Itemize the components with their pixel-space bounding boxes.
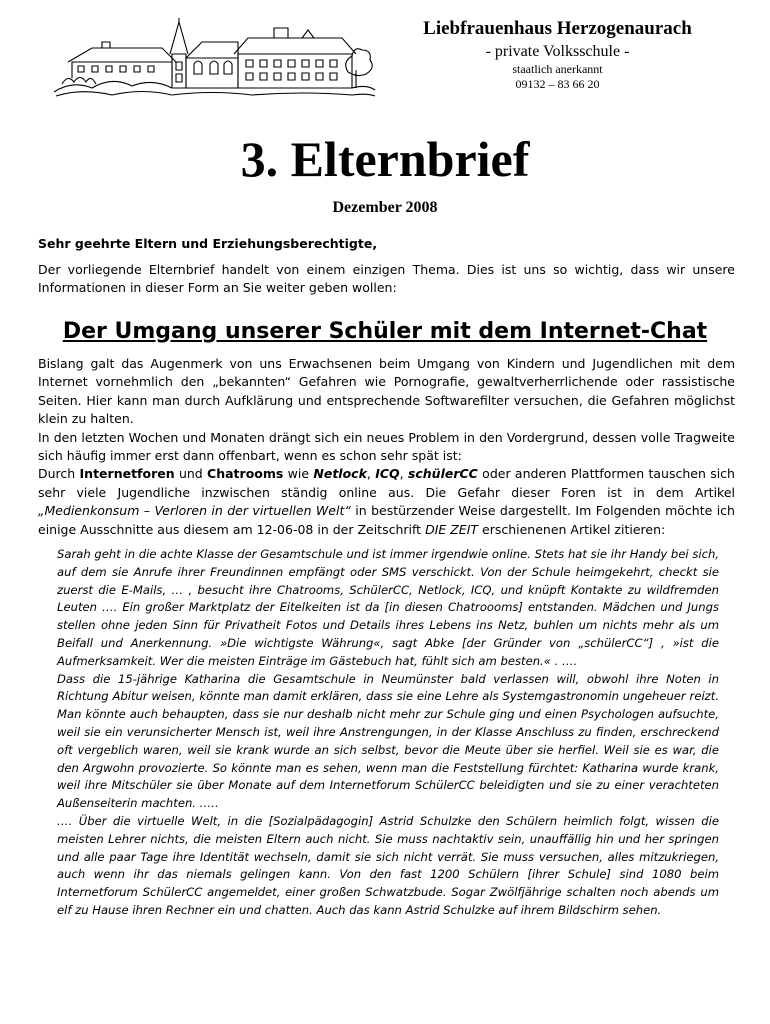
letter-date: Dezember 2008 (332, 199, 438, 216)
school-header (385, 16, 730, 92)
magazine-name: DIE ZEIT (425, 521, 479, 537)
school-recognition: staatlich anerkannt (512, 62, 603, 76)
article-title: „Medienkonsum – Verloren in der virtuellen Welt“ (38, 503, 351, 519)
quote-astrid-schulzke: …. Über die virtuelle Welt, in die [Sozialpädagogin] Astrid Schulzke den Schülern heimlich folgt, wissen die meisten Lehrer nichts, die meisten Eltern auch nicht. Sie muss nachtaktiv sein, unauffällig hin und her springen und alle paar Tage ihre Identität wechseln, damit sie sich nicht verrät. Sie muss versuchen, alles mitzukriegen, auch wenn ihr das niemals gelingen kann. Von den fast 1200 Schülern [ihrer Schule] sind 1080 beim Internetforum SchülerCC angemeldet, einer großen Schwatzbude. Sogar Zwölfjährige schalten noch abends um elf zu Hause ihren Rechner ein und chatten. Auch das kann Astrid Schulzke auf ihrem Bildschirm sehen. (57, 813, 719, 917)
platform-netlock: Netlock (313, 466, 367, 482)
school-name: Liebfrauenhaus Herzogenaurach (423, 18, 692, 39)
school-phone: 09132 – 83 66 20 (515, 77, 600, 91)
quote-katharina: Dass die 15-jährige Katharina die Gesamtschule in Neumünster bald verlassen will, obwohl ihre Noten in Richtung Abitur weisen, könnte man damit erklären, dass sie eine Lehre als Systemgastronomin ungeheuer reizt. Man könnte auch behaupten, dass sie nur deshalb nicht mehr zur Schule ging und einen Psychologen aufsuchte, weil sie ein verunsicherter Mensch ist, weil ihre Anstrengungen, in der Klasse Anschluss zu finden, erschreckend oft vergeblich waren, weil sie krank wurde an sich selbst, bevor die Meute über sie herfiel. Weil sie es war, die den Argwohn provozierte. So könnte man es sehen, wenn man die Feststellung fürchtet: Katharina wurde krank, weil ihre Mitschüler sie über Monate auf dem Internetforum SchülerCC beleidigten und sie zu einer verachteten Außenseiterin machten. ….. (57, 671, 719, 811)
term-internetforen: Internetforen (79, 466, 175, 482)
body-paragraph-3: Durch Internetforen und Chatrooms wie Netlock, ICQ, schülerCC oder anderen Plattformen tauschen sich sehr viele Jugendliche inzwischen ständig online aus. Die Gefahr dieser Foren ist in dem Artikel „Medienkonsum – Verloren in der virtuellen Welt“ in bestürzender Weise dargestellt. Im Folgenden möchte ich einige Ausschnitte aus diesem am 12-06-08 in der Zeitschrift DIE ZEIT erschienenen Artikel zitieren: (38, 466, 735, 537)
salutation: Sehr geehrte Eltern und Erziehungsberechtigte, (38, 236, 378, 251)
body-paragraph-1: Bislang galt das Augenmerk von uns Erwachsenen beim Umgang von Kindern und Jugendlichen mit dem Internet vornehmlich den „bekannten“ Gefahren wie Pornografie, gewaltverherrlichende oder rassistische Seiten. Hier kann man durch Aufklärung und entsprechende Softwarefilter versuchen, die Gefahren möglichst klein zu halten. (38, 356, 735, 427)
quote-sarah: Sarah geht in die achte Klasse der Gesamtschule und ist immer irgendwie online. Stets hat sie ihr Handy bei sich, auf dem sie Anrufe ihrer Freundinnen empfängt oder SMS verschickt. Von der Schule heimgekehrt, checkt sie zuerst die E-Mails, … , besucht ihre Chatrooms, SchülerCC, Netlock, ICQ, und knüpft Kontakte zu wildfremden Leuten …. Ein großer Marktplatz der Eitelkeiten ist da [in diesen Chatroooms] entstanden. Mädchen und Jungs stellen ohne jeden Sinn für Privatheit Fotos und Details ihres Lebens ins Netz, buhlen um nichts mehr als um Beifall und Anerkennung. »Die wichtigste Währung«, sagt Abke [der Gründer von „schülerCC“] , »ist die Aufmerksamkeit. Wer die meisten Einträge im Gästebuch hat, fühlt sich am besten.« . …. (57, 547, 719, 668)
platform-schuelercc: schülerCC (407, 466, 478, 482)
school-type: - private Volksschule - (485, 43, 630, 60)
topic-heading: Der Umgang unserer Schüler mit dem Internet-Chat (62, 319, 708, 344)
letter-title: 3. Elternbrief (240, 131, 530, 187)
quoted-excerpts (57, 546, 719, 920)
body-text (38, 355, 735, 539)
term-chatrooms: Chatrooms (207, 466, 284, 482)
intro-paragraph: Der vorliegende Elternbrief handelt von einem einzigen Thema. Dies ist uns so wichtig, dass wir unsere Informationen in dieser Form an Sie weiter geben wollen: (38, 262, 735, 295)
school-building-drawing-logo (52, 18, 377, 100)
platform-icq: ICQ (375, 466, 400, 482)
body-paragraph-2: In den letzten Wochen und Monaten drängt sich ein neues Problem in den Vordergrund, dessen volle Tragweite sich häufig immer erst dann offenbart, wenn es schon sehr spät ist: (38, 429, 735, 464)
